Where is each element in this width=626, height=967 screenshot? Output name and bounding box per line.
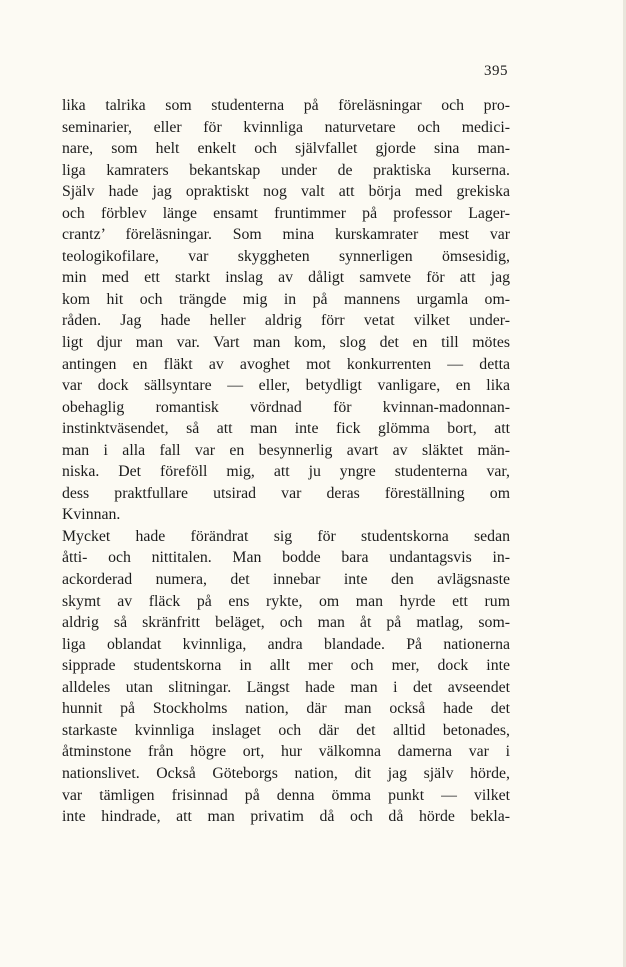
text-line: Mycket hade förändrat sig för studentskorna sedan (62, 527, 510, 545)
text-line: råden. Jag hade heller aldrig förr vetat vilket under- (62, 312, 510, 330)
text-line: aldrig så skränfritt beläget, och man åt på matlag, som- (62, 614, 510, 632)
text-line: Kvinnan. (62, 506, 121, 524)
text-line: och förblev länge ensamt fruntimmer på professor Lager- (62, 204, 510, 222)
text-line: var dock sällsyntare — eller, betydligt vanligare, en lika (62, 377, 510, 395)
text-line: ligt djur man var. Vart man kom, slog det en till mötes (62, 334, 510, 352)
text-line: dess praktfullare utsirad var deras föreställning om (62, 484, 510, 502)
page-number: 395 (484, 63, 508, 79)
text-line: ackorderad numera, det innebar inte den avlägsnaste (62, 571, 510, 589)
text-line: crantz’ föreläsningar. Som mina kurskamrater mest var (62, 226, 510, 244)
text-line: hunnit på Stockholms nation, där man också hade det (62, 700, 510, 718)
text-line: lika talrika som studenterna på föreläsningar och pro- (62, 97, 510, 114)
text-line: nationslivet. Också Göteborgs nation, dit jag själv hörde, (62, 764, 510, 782)
text-line: åtminstone från högre ort, hur välkomna damerna var i (62, 743, 510, 761)
body-text (62, 95, 510, 828)
text-line: var tämligen frisinnad på denna ömma punkt — vilket (62, 786, 510, 804)
text-line: man i alla fall var en besynnerlig avart av släktet män- (62, 441, 510, 459)
text-line: antingen en fläkt av avoghet mot konkurrenten — detta (62, 355, 510, 373)
text-line: niska. Det föreföll mig, att ju yngre studenterna var, (62, 463, 510, 481)
text-line: inte hindrade, att man privatim då och då hörde bekla- (62, 808, 510, 826)
text-line: instinktväsendet, så att man inte fick glömma bort, att (62, 420, 510, 438)
text-line: nare, som helt enkelt och självfallet gjorde sina man- (62, 140, 510, 158)
text-line: skymt av fläck på ens rykte, om man hyrde ett rum (62, 592, 510, 610)
text-line: liga kamraters bekantskap under de praktiska kurserna. (62, 161, 510, 179)
text-line: kom hit och trängde mig in på mannens urgamla om- (62, 290, 510, 308)
text-line: liga oblandat kvinnliga, andra blandade. På nationerna (62, 635, 510, 653)
text-line: min med ett starkt inslag av dåligt samvete för att jag (62, 269, 510, 287)
text-line: åtti- och nittitalen. Man bodde bara undantagsvis in- (62, 549, 510, 567)
text-line: alldeles utan slitningar. Längst hade man i det avseendet (62, 678, 510, 696)
text-line: teologikofilare, var skyggheten synnerligen ömsesidig, (62, 247, 510, 265)
text-line: starkaste kvinnliga inslaget och där det alltid betonades, (62, 721, 510, 739)
text-line: seminarier, eller för kvinnliga naturvetare och medici- (62, 118, 510, 136)
text-line: sipprade studentskorna in allt mer och mer, dock inte (62, 657, 510, 675)
text-line: Själv hade jag opraktiskt nog valt att börja med grekiska (62, 183, 510, 201)
text-line: obehaglig romantisk vördnad för kvinnan-madonnan- (62, 398, 510, 416)
